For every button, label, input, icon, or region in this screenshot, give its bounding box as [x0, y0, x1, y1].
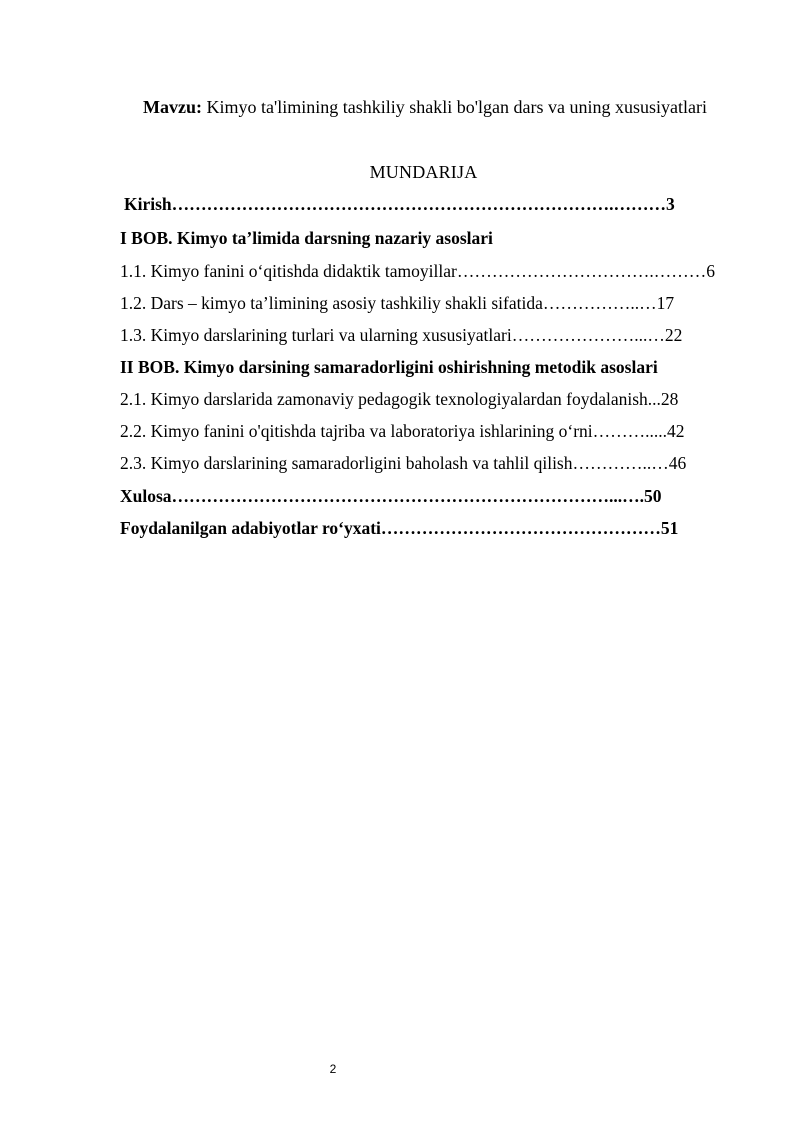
topic-label: Mavzu:	[143, 97, 203, 117]
toc-entry-conclusion: Xulosa…………………………………………………………………...….50	[120, 486, 662, 506]
toc-entry-1-2: 1.2. Dars – kimyo ta’limining asosiy tashkiliy shakli sifatida……………..…17	[120, 293, 675, 313]
toc-entry-introduction: Kirish………………………………………………………………….………3	[124, 194, 675, 214]
toc-chapter-2: II BOB. Kimyo darsining samaradorligini oshirishning metodik asoslari	[120, 357, 658, 377]
toc-entry-2-3: 2.3. Kimyo darslarining samaradorligini baholash va tahlil qilish…………..…46	[120, 453, 687, 473]
toc-heading: MUNDARIJA	[369, 162, 478, 182]
toc-entry-1-1: 1.1. Kimyo fanini o‘qitishda didaktik tamoyillar…………………………….………6	[120, 261, 715, 281]
toc-entry-2-2: 2.2. Kimyo fanini o'qitishda tajriba va laboratoriya ishlarining o‘rni……….....42	[120, 421, 685, 441]
toc-entry-1-3: 1.3. Kimyo darslarining turlari va ularning xususiyatlari…………………...…22	[120, 325, 683, 345]
toc-chapter-1: I BOB. Kimyo ta’limida darsning nazariy asoslari	[120, 228, 493, 248]
topic-line	[0, 97, 800, 118]
page-number: 2	[329, 1062, 337, 1076]
toc-entry-2-1: 2.1. Kimyo darslarida zamonaviy pedagogik texnologiyalardan foydalanish...28	[120, 389, 679, 409]
toc-entry-references: Foydalanilgan adabiyotlar ro‘yxati…………………………………………51	[120, 518, 679, 538]
topic-text: Kimyo ta'limining tashkiliy shakli bo'lgan dars va uning xususiyatlari	[202, 97, 707, 117]
